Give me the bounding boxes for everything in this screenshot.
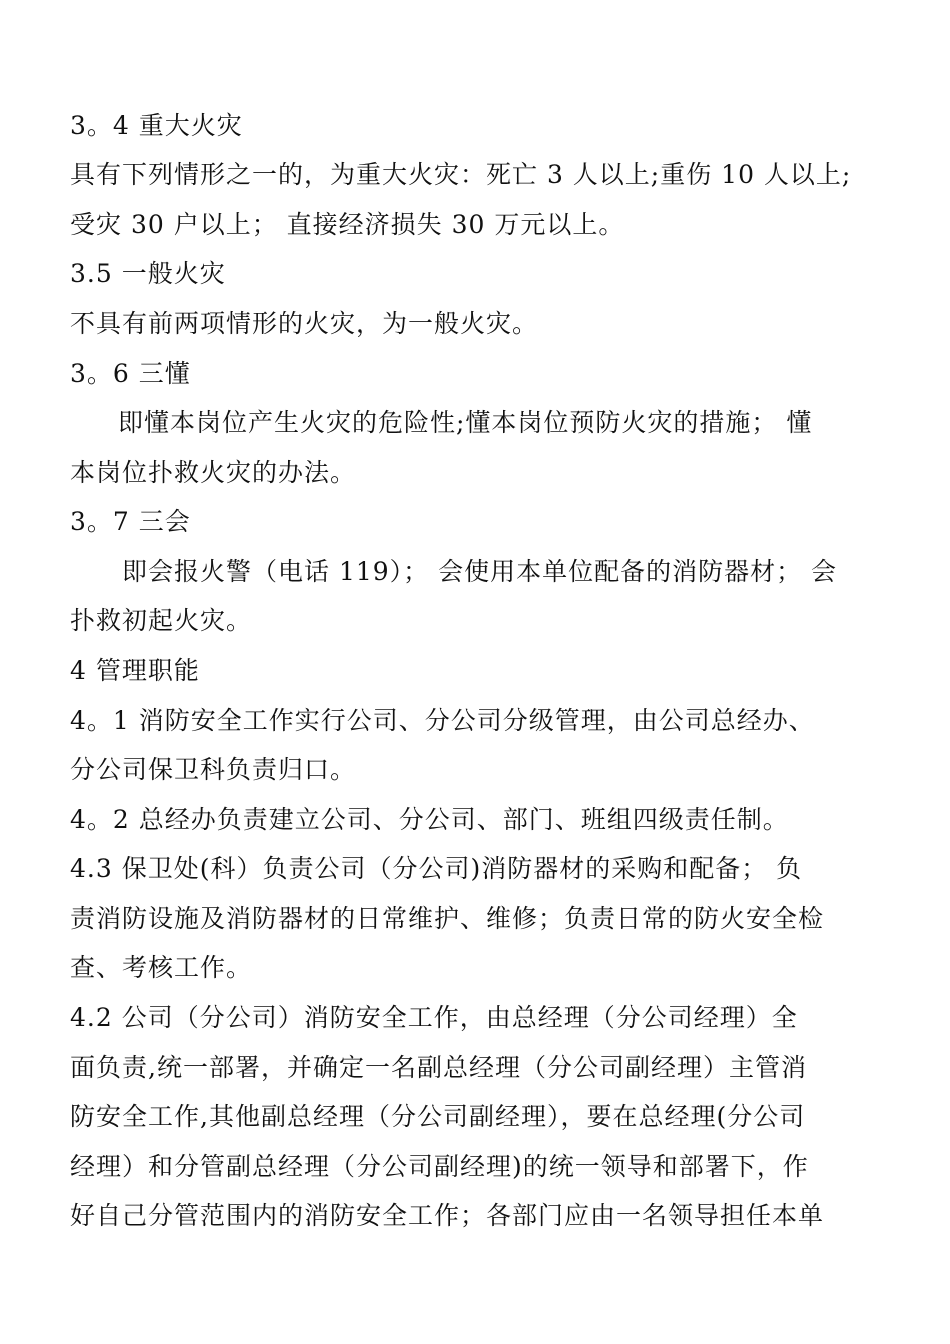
paragraph-line: 不具有前两项情形的火灾，为一般火灾。 — [70, 309, 539, 338]
paragraph-line: 好自己分管范围内的消防安全工作；各部门应由一名领导担任本单 — [70, 1201, 825, 1230]
paragraph-line: 本岗位扑救火灾的办法。 — [70, 458, 357, 487]
paragraph-line: 防安全工作,其他副总经理（分公司副经理），要在总经理(分公司 — [70, 1102, 806, 1131]
section-heading-3-6: 3。6 三懂 — [70, 359, 191, 388]
section-heading-3-4: 3。4 重大火灾 — [70, 111, 243, 140]
paragraph-line: 查、考核工作。 — [70, 953, 253, 982]
section-heading-3-5: 3.5 一般火灾 — [70, 259, 226, 288]
section-heading-4: 4 管理职能 — [70, 656, 200, 685]
paragraph-line: 受灾 30 户以上； 直接经济损失 30 万元以上。 — [70, 210, 625, 239]
paragraph-line: 面负责,统一部署，并确定一名副总经理（分公司副经理）主管消 — [70, 1053, 807, 1082]
paragraph-line: 分公司保卫科负责归口。 — [70, 755, 357, 784]
paragraph-line: 扑救初起火灾。 — [70, 606, 253, 635]
paragraph-line: 责消防设施及消防器材的日常维护、维修；负责日常的防火安全检 — [70, 904, 825, 933]
section-heading-4-1: 4。1 消防安全工作实行公司、分公司分级管理，由公司总经办、 — [70, 706, 815, 735]
section-heading-4-3: 4.3 保卫处(科）负责公司（分公司)消防器材的采购和配备； 负 — [70, 854, 803, 883]
paragraph-line: 经理）和分管副总经理（分公司副经理)的统一领导和部署下，作 — [70, 1152, 809, 1181]
section-heading-3-7: 3。7 三会 — [70, 507, 191, 536]
section-heading-4-2b: 4.2 公司（分公司）消防安全工作，由总经理（分公司经理）全 — [70, 1003, 798, 1032]
paragraph-line: 即懂本岗位产生火灾的危险性;懂本岗位预防火灾的措施； 懂 — [118, 408, 813, 437]
section-heading-4-2: 4。2 总经办负责建立公司、分公司、部门、班组四级责任制。 — [70, 805, 789, 834]
paragraph-line: 具有下列情形之一的，为重大火灾：死亡 3 人以上;重伤 10 人以上; — [70, 160, 852, 189]
paragraph-line: 即会报火警（电话 119）； 会使用本单位配备的消防器材； 会 — [122, 557, 838, 586]
